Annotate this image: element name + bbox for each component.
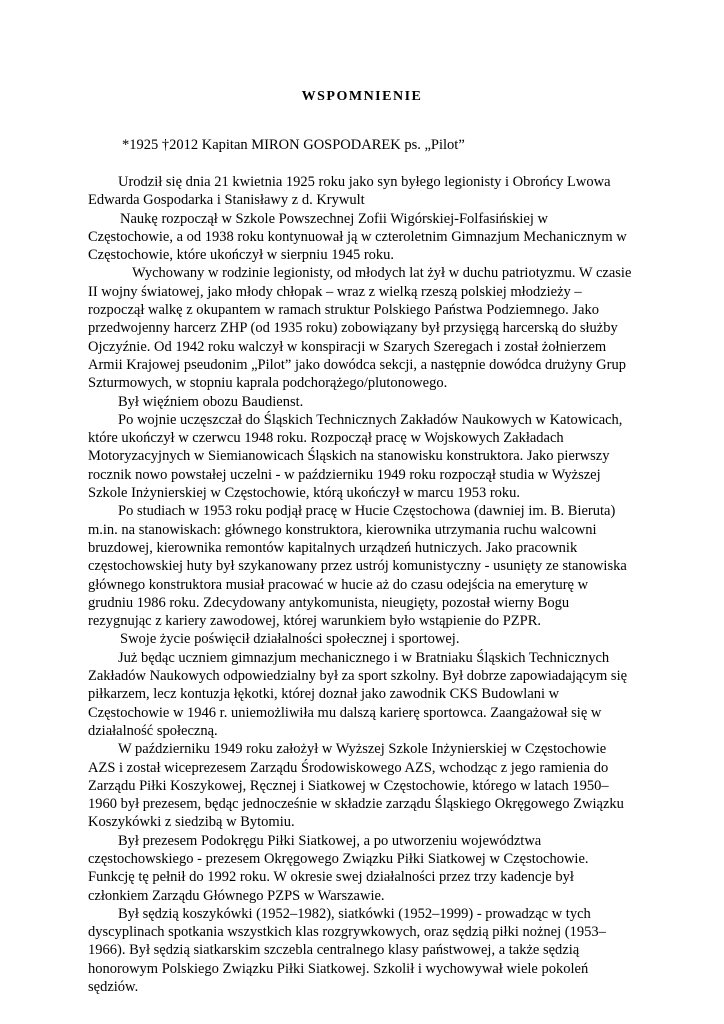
text-line: głównego konstruktora musiał pracować w hucie aż do czasu odejścia na emeryturę w <box>88 576 589 593</box>
paragraph <box>88 740 708 831</box>
text-line: członkiem Zarządu Głównego PZPS w Warszawie. <box>88 887 385 904</box>
text-line: Częstochowie, a od 1938 roku kontynuował ją w czteroletnim Gimnazjum Mechanicznym w <box>88 228 627 245</box>
paragraph <box>88 502 708 630</box>
text-line: Motoryzacyjnych w Siemianowicach Śląskich na stanowisku konstruktora. Jako pierwszy <box>88 448 610 465</box>
text-line: dyscyplinach spotkania wszystkich klas rozgrywkowych, oraz sędzią piłki nożnej (1953– <box>88 924 606 941</box>
text-line: Był sędzią koszykówki (1952–1982), siatkówki (1952–1999) - prowadząc w tych <box>118 905 591 922</box>
text-line: rozpoczął walkę z okupantem w ramach struktur Polskiego Państwa Podziemnego. Jako <box>88 302 599 319</box>
text-line: Po studiach w 1953 roku podjął pracę w Hucie Częstochowa (dawniej im. B. Bieruta) <box>118 503 616 520</box>
paragraph <box>88 173 708 210</box>
text-line: Już będąc uczniem gimnazjum mechanicznego i w Bratniaku Śląskich Technicznych <box>118 649 610 666</box>
text-line: Naukę rozpoczął w Szkole Powszechnej Zofii Wigórskiej-Folfasińskiej w <box>120 210 548 227</box>
text-line: Zakładów Naukowych odpowiedzialny był za sport szkolny. Był dobrze zapowiadającym się <box>88 668 628 685</box>
text-line: Był więźniem obozu Baudienst. <box>118 393 304 410</box>
text-line: Koszykówki z siedzibą w Bytomiu. <box>88 814 295 831</box>
text-line: m.in. na stanowiskach: głównego konstruktora, kierownika utrzymania ruchu walcowni <box>88 521 597 538</box>
text-line: Częstochowie w 1946 r. uniemożliwiła mu dalszą karierę sportowca. Zaangażował się w <box>88 704 602 721</box>
document-title: WSPOMNIENIE <box>301 89 423 104</box>
paragraph <box>88 905 708 996</box>
text-line: częstochowskiej huty był szykanowany przez ustrój komunistyczny - usunięty ze stanowiska <box>88 558 627 575</box>
paragraph <box>88 649 708 740</box>
paragraph <box>88 411 708 502</box>
text-line: II wojny światowej, jako młody chłopak – wraz z wielką rzeszą polskiej młodzieży – <box>88 283 582 300</box>
text-line: 1966). Był sędzią siatkarskim szczebla centralnego klasy państwowej, a także sędzią <box>88 942 580 959</box>
text-line: Wychowany w rodzinie legionisty, od młodych lat żył w duchu patriotyzmu. W czasie <box>132 265 632 282</box>
text-line: rocznik nowo powstałej uczelni - w październiku 1949 roku rozpoczął studia w Wyższej <box>88 466 601 483</box>
paragraph <box>88 210 708 265</box>
text-line: działalność społeczną. <box>88 722 218 739</box>
text-line: honorowym Polskiego Związku Piłki Siatkowej. Szkolił i wychowywał wiele pokoleń <box>88 960 589 977</box>
text-line: Ojczyźnie. Od 1942 roku walczył w konspiracji w Szarych Szeregach i został żołnierzem <box>88 338 607 355</box>
text-line: piłkarzem, lecz kontuzja łękotki, której doznał jako zawodnik CKS Budowlani w <box>88 686 560 703</box>
text-line: Armii Krajowej pseudonim „Pilot” jako dowódca sekcji, a następnie dowódca drużyny Grup <box>88 356 626 373</box>
text-line: Zarządu Piłki Koszykowej, Ręcznej i Siatkowej w Częstochowie, którego w latach 1950– <box>88 777 609 794</box>
text-line: Edwarda Gospodarka i Stanisławy z d. Krywult <box>88 192 365 209</box>
text-line: Szturmowych, w stopniu kaprala podchorążego/plutonowego. <box>88 375 448 392</box>
text-line: które ukończył w czerwcu 1948 roku. Rozpoczął pracę w Wojskowych Zakładach <box>88 430 564 447</box>
text-line: częstochowskiego - prezesem Okręgowego Związku Piłki Siatkowej w Częstochowie. <box>88 850 589 867</box>
paragraph <box>88 393 708 411</box>
text-line: Funkcję tę pełnił do 1992 roku. W okresie swej działalności przez trzy kadencje był <box>88 869 574 886</box>
text-line: Szkole Inżynierskiej w Częstochowie, którą ukończył w marcu 1953 roku. <box>88 485 521 502</box>
text-line: Po wojnie uczęszczał do Śląskich Technicznych Zakładów Naukowych w Katowicach, <box>118 411 623 428</box>
paragraph <box>88 630 708 648</box>
text-line: sędziów. <box>88 979 139 996</box>
text-line: 1960 był prezesem, będąc jednocześnie w składzie zarządu Śląskiego Okręgowego Związku <box>88 796 624 813</box>
paragraph <box>88 264 708 392</box>
text-line: Był prezesem Podokręgu Piłki Siatkowej, a po utworzeniu województwa <box>118 832 542 849</box>
text-line: W październiku 1949 roku założył w Wyższej Szkole Inżynierskiej w Częstochowie <box>118 741 607 758</box>
text-line: AZS i został wiceprezesem Zarządu Środowiskowego AZS, wchodząc z jego ramienia do <box>88 759 609 776</box>
text-line: rezygnując z kariery zawodowej, której warunkiem było wstąpienie do PZPR. <box>88 613 541 630</box>
paragraph <box>88 832 708 905</box>
document-body <box>88 173 708 996</box>
text-line: Swoje życie poświęcił działalności społecznej i sportowej. <box>120 631 460 648</box>
text-line: Częstochowie, które ukończył w sierpniu 1945 roku. <box>88 247 395 264</box>
text-line: Urodził się dnia 21 kwietnia 1925 roku jako syn byłego legionisty i Obrońcy Lwowa <box>118 174 611 190</box>
text-line: przedwojenny harcerz ZHP (od 1935 roku) zobowiązany był przysięgą harcerską do służby <box>88 320 618 337</box>
document-subtitle: *1925 †2012 Kapitan MIRON GOSPODAREK ps. „Pilot” <box>122 137 465 153</box>
text-line: bruzdowej, kierownika remontów kapitalnych urządzeń hutniczych. Jako pracownik <box>88 539 578 556</box>
text-line: grudniu 1986 roku. Zdecydowany antykomunista, nieugięty, pozostał wierny Bogu <box>88 594 570 611</box>
